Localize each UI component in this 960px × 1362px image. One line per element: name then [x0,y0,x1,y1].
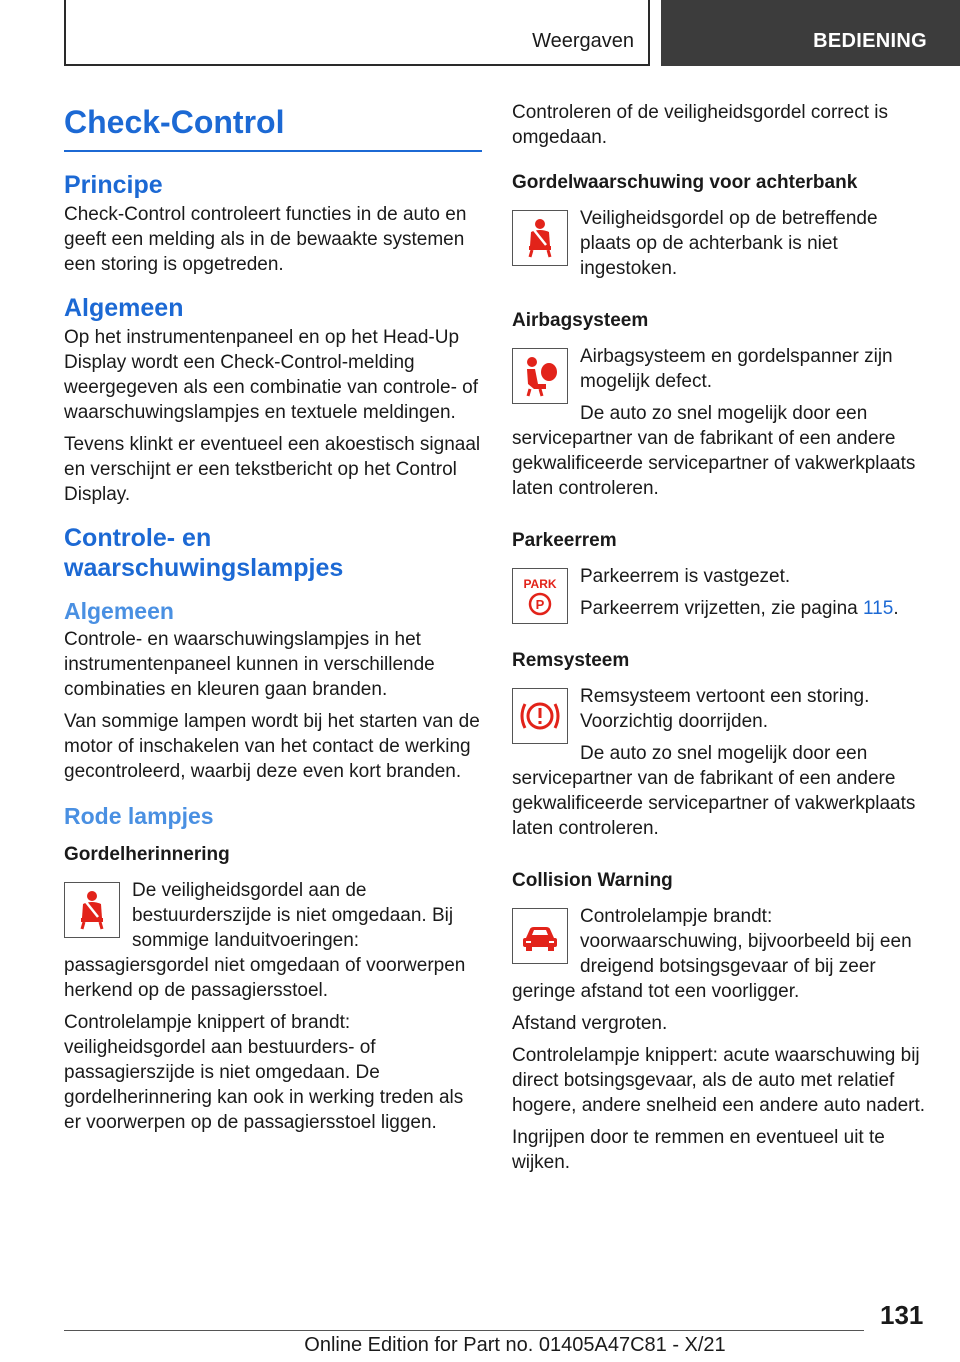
right-column [512,100,926,1182]
page-title: Check-Control [64,100,482,152]
text-rem-2: De auto zo snel mogelijk door een servicepartner van de fabrikant of een andere gekwalificeerde servicepartner of vakwerkplaats laten controleren. [512,743,916,839]
airbag-warning-icon [512,348,568,404]
text-lampjes-2: Van sommige lampen wordt bij het starten van de motor of inschakelen van het contact de werking gecontroleerd, waarbij deze even kort branden. [64,711,480,782]
header-section-tab [64,0,650,66]
text-coll-1: Controlelampje brandt: voorwaarschuwing, bijvoorbeeld bij een dreigend botsingsgevaar of bij zeer geringe afstand tot een voorligger. [512,906,912,1002]
text-coll-3: Controlelampje knippert: acute waarschuwing bij direct botsingsgevaar, als de auto met relatief hogere, andere snelheid een andere auto nadert. [512,1045,926,1116]
text-park-1: Parkeerrem is vastgezet. [580,566,791,587]
seatbelt-warning-icon [64,882,120,938]
text-coll-4: Ingrijpen door te remmen en eventueel uit te wijken. [512,1127,885,1173]
text-achter-1: Veiligheidsgordel op de betreffende plaats op de achterbank is niet ingestoken. [580,208,878,279]
park-brake-icon [512,568,568,624]
text-gordel-1: De veiligheidsgordel aan de bestuurderszijde is niet omgedaan. Bij sommige landuitvoeringen: passagiersgordel niet omgedaan of voorwerpen herkend op de passagiersstoel. [64,880,466,1001]
text-coll-2: Afstand vergroten. [512,1013,668,1034]
text-airbag-2: De auto zo snel mogelijk door een servicepartner van de fabrikant of een andere gekwalificeerde servicepartner of vakwerkplaats laten controleren. [512,403,916,499]
heading-remsysteem: Remsysteem [512,650,630,671]
text-gordel-2: Controlelampje knippert of brandt: veiligheidsgordel aan bestuurders- of passagierszijde is niet omgedaan. De gordelherinnering kan ook in werking treden als er voorwerpen op de passagiersstoel liggen. [64,1012,464,1133]
warning-airbag [512,344,926,508]
text-rem-1: Remsysteem vertoont een storing. Voorzichtig doorrijden. [580,686,870,732]
heading-rode-lampjes: Rode lampjes [64,803,214,829]
header-chapter-tab [661,0,960,66]
page-number: 131 [880,1300,924,1330]
text-park-2-main: Parkeerrem vrijzetten, zie pagina [580,598,864,619]
heading-gordelherinnering: Gordelherinnering [64,844,230,865]
page-reference-link[interactable]: 115 [863,598,894,619]
subheading-lampjes-algemeen: Algemeen [64,598,174,624]
collision-warning-icon [512,908,568,964]
heading-lampjes: Controle- en waarschuwingslampjes [64,524,344,582]
heading-gordel-achterbank: Gordelwaarschuwing voor achterbank [512,172,858,193]
footer-divider [64,1330,864,1331]
header-chapter-label: BEDIENING [813,30,927,52]
warning-remsysteem [512,684,926,848]
warning-gordel-achterbank [512,206,926,288]
warning-collision [512,904,926,1011]
warning-gordelherinnering [64,878,482,1010]
text-park-2-end: . [893,598,899,619]
heading-collision: Collision Warning [512,870,673,891]
text-principe: Check-Control controleert functies in de auto en geeft een melding als in de bewaakte systemen een storing is opgetreden. [64,204,467,275]
text-park-2 [512,596,926,621]
text-algemeen-1: Op het instrumentenpaneel en op het Head-Up Display wordt een Check-Control-melding weergegeven als een combinatie van controle- of waarschuwingslampjes en textuele meldingen. [64,327,479,423]
seatbelt-rear-warning-icon [512,210,568,266]
brake-system-warning-icon [512,688,568,744]
park-icon-label: PARK [523,577,557,591]
text-lampjes-1: Controle- en waarschuwingslampjes in het instrumentenpaneel kunnen in verschillende combinaties en kleuren gaan branden. [64,629,435,700]
warning-parkeerrem [512,564,926,628]
text-algemeen-2: Tevens klinkt er eventueel een akoestisch signaal en verschijnt er een tekstbericht op het Control Display. [64,434,481,505]
text-intro: Controleren of de veiligheidsgordel correct is omgedaan. [512,102,888,148]
park-icon-letter: P [535,597,545,612]
header-section-label: Weergaven [532,30,634,52]
heading-algemeen: Algemeen [64,294,184,322]
footer-edition: Online Edition for Part no. 01405A47C81 - X/21 [304,1334,726,1356]
heading-principe: Principe [64,171,163,199]
heading-parkeerrem: Parkeerrem [512,530,617,551]
text-airbag-1: Airbagsysteem en gordelspanner zijn mogelijk defect. [580,346,893,392]
left-column [64,100,482,1142]
heading-airbag: Airbagsysteem [512,310,649,331]
